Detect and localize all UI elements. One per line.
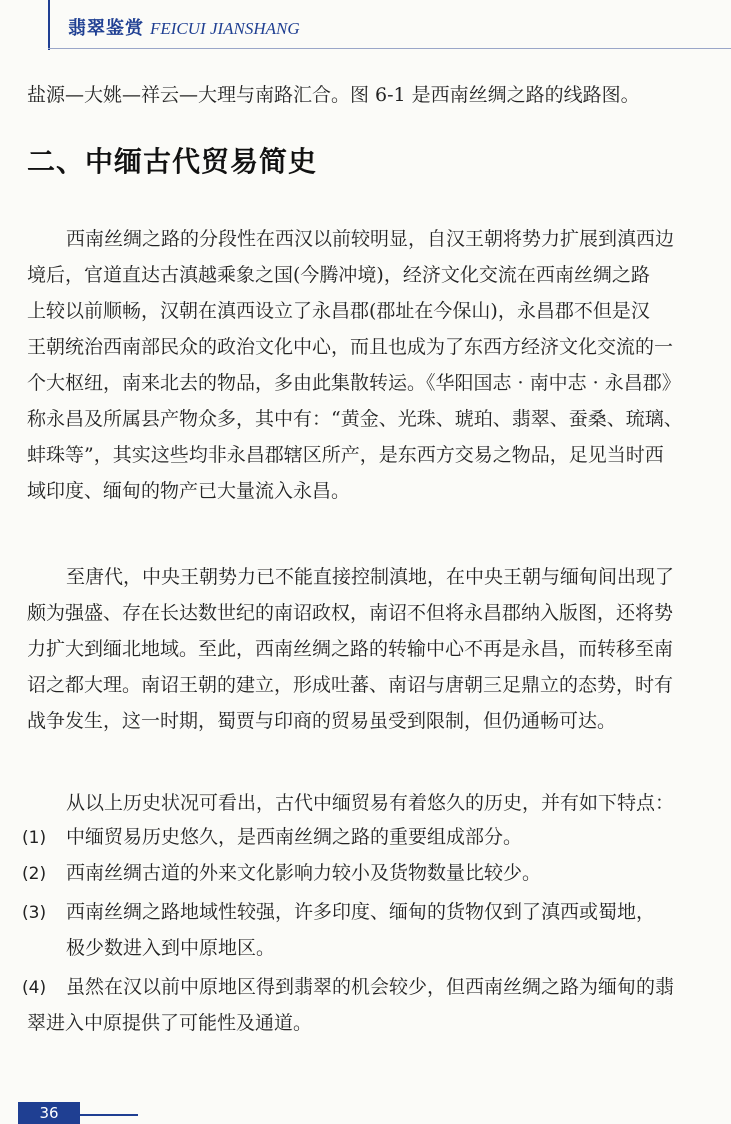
header-title-cn: 翡翠鉴赏 bbox=[68, 18, 144, 39]
header-vertical-rule bbox=[48, 0, 50, 50]
p2-line: 战争发生，这一时期，蜀贾与印商的贸易虽受到限制，但仍通畅可达。 bbox=[27, 710, 617, 732]
p3-intro: 从以上历史状况可看出，古代中缅贸易有着悠久的历史，并有如下特点： bbox=[66, 792, 675, 814]
intro-line: 盐源—大姚—祥云—大理与南路汇合。图 6-1 是西南丝绸之路的线路图。 bbox=[27, 84, 640, 106]
feature-item bbox=[22, 820, 715, 856]
feature-text: 西南丝绸古道的外来文化影响力较小及货物数量比较少。 bbox=[66, 862, 542, 884]
section-heading: 二、中缅古代贸易简史 bbox=[27, 145, 318, 178]
feature-item bbox=[22, 895, 715, 931]
feature-number: (3) bbox=[22, 903, 47, 923]
feature-number: (1) bbox=[22, 828, 47, 848]
p1-line: 上较以前顺畅，汉朝在滇西设立了永昌郡(郡址在今保山)，永昌郡不但是汉 bbox=[27, 300, 650, 322]
footer-rule bbox=[80, 1114, 138, 1116]
p1-line: 蚌珠等”，其实这些均非永昌郡辖区所产，是东西方交易之物品，足见当时西 bbox=[27, 444, 664, 466]
p2-line: 颇为强盛、存在长达数世纪的南诏政权，南诏不但将永昌郡纳入版图，还将势 bbox=[27, 602, 674, 624]
feature-text: 中缅贸易历史悠久，是西南丝绸之路的重要组成部分。 bbox=[66, 826, 523, 848]
p1-line: 域印度、缅甸的物产已大量流入永昌。 bbox=[27, 480, 351, 502]
feature-number: (2) bbox=[22, 864, 47, 884]
feature-text: 虽然在汉以前中原地区得到翡翠的机会较少，但西南丝绸之路为缅甸的翡 bbox=[66, 976, 675, 998]
header-title-en: FEICUI JIANSHANG bbox=[150, 19, 300, 38]
p2-line: 力扩大到缅北地域。至此，西南丝绸之路的转输中心不再是永昌，而转移至南 bbox=[27, 638, 674, 660]
feature-text: 西南丝绸之路地域性较强，许多印度、缅甸的货物仅到了滇西或蜀地， bbox=[66, 901, 656, 923]
p1-line: 境后，官道直达古滇越乘象之国(今腾冲境)，经济文化交流在西南丝绸之路 bbox=[27, 264, 650, 286]
p1-line: 王朝统治西南部民众的政治文化中心，而且也成为了东西方经济文化交流的一 bbox=[27, 336, 674, 358]
p2-line: 诏之都大理。南诏王朝的建立，形成吐蕃、南诏与唐朝三足鼎立的态势，时有 bbox=[27, 674, 674, 696]
p1-line: 称永昌及所属县产物众多，其中有：“黄金、光珠、琥珀、翡翠、蚕桑、琉璃、 bbox=[27, 408, 683, 430]
feature-item bbox=[22, 856, 715, 892]
feature-item bbox=[22, 970, 715, 1006]
header-horizontal-rule bbox=[48, 48, 731, 49]
feature-number: (4) bbox=[22, 978, 47, 998]
feature-text-continued: 翠进入中原提供了可能性及通道。 bbox=[27, 1012, 313, 1034]
p1-line: 西南丝绸之路的分段性在西汉以前较明显，自汉王朝将势力扩展到滇西边 bbox=[66, 228, 675, 250]
running-header bbox=[68, 14, 300, 42]
p1-line: 个大枢纽，南来北去的物品，多由此集散转运。《华阳国志 · 南中志 · 永昌郡》 bbox=[27, 372, 681, 394]
feature-text-continued: 极少数进入到中原地区。 bbox=[66, 937, 276, 959]
p2-line: 至唐代，中央王朝势力已不能直接控制滇地，在中央王朝与缅甸间出现了 bbox=[66, 566, 675, 588]
page-number: 36 bbox=[39, 1104, 59, 1122]
